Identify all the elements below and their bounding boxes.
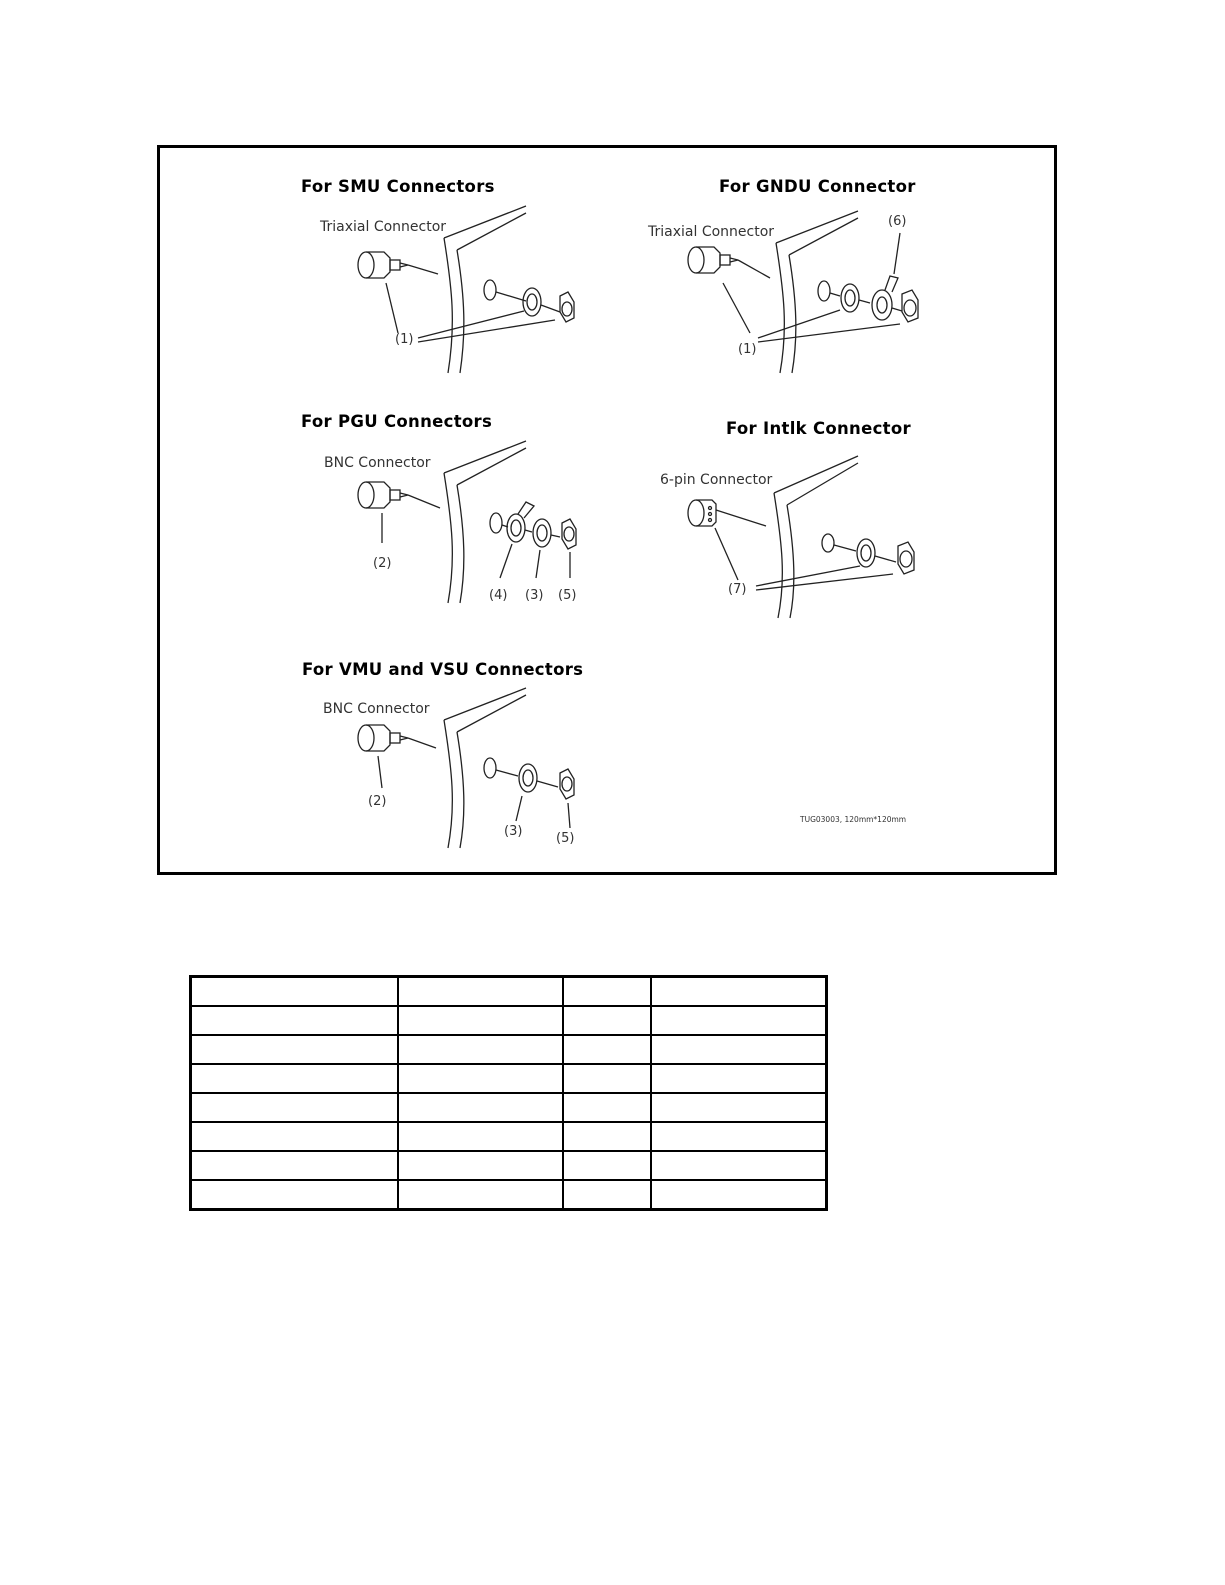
pgu-title: For PGU Connectors xyxy=(301,412,493,431)
table-cell xyxy=(651,1122,826,1151)
table-cell xyxy=(651,977,826,1007)
table-row xyxy=(191,1035,827,1064)
table-cell xyxy=(191,1035,398,1064)
table-cell xyxy=(563,1035,652,1064)
vmu-vsu-callout-3: (3) xyxy=(504,824,523,839)
table-cell xyxy=(191,1180,398,1210)
pgu-callout-5: (5) xyxy=(558,588,577,603)
pgu-callout-3: (3) xyxy=(525,588,544,603)
table-cell xyxy=(398,1093,563,1122)
table-cell xyxy=(651,1180,826,1210)
table-row xyxy=(191,1064,827,1093)
table-row xyxy=(191,1093,827,1122)
table-cell xyxy=(563,1151,652,1180)
intlk-title: For Intlk Connector xyxy=(726,419,911,438)
smu-connector-label: Triaxial Connector xyxy=(320,219,447,235)
pgu-callout-2: (2) xyxy=(373,556,392,571)
table-row xyxy=(191,1122,827,1151)
gndu-title: For GNDU Connector xyxy=(719,177,916,196)
table-cell xyxy=(651,1006,826,1035)
table-cell xyxy=(563,1093,652,1122)
table-cell xyxy=(191,1006,398,1035)
table-cell xyxy=(398,1006,563,1035)
table-cell xyxy=(651,1151,826,1180)
table-row xyxy=(191,1180,827,1210)
gndu-connector-label: Triaxial Connector xyxy=(648,224,775,240)
table-cell xyxy=(563,1006,652,1035)
pgu-connector-label: BNC Connector xyxy=(324,455,431,471)
table-cell xyxy=(398,1151,563,1180)
table-row xyxy=(191,977,827,1007)
table-cell xyxy=(398,977,563,1007)
gndu-callout-6: (6) xyxy=(888,214,907,229)
table-cell xyxy=(398,1122,563,1151)
table-cell xyxy=(191,1151,398,1180)
table-cell xyxy=(191,1122,398,1151)
table-cell xyxy=(563,1064,652,1093)
parts-table xyxy=(189,975,828,1211)
intlk-callout-7: (7) xyxy=(728,582,747,597)
table-cell xyxy=(191,1093,398,1122)
gndu-callout-1: (1) xyxy=(738,342,757,357)
table-row xyxy=(191,1151,827,1180)
table-cell xyxy=(398,1180,563,1210)
connector-drawings xyxy=(160,148,1054,872)
table-cell xyxy=(563,977,652,1007)
pgu-callout-4: (4) xyxy=(489,588,508,603)
vmu-vsu-callout-5: (5) xyxy=(556,831,575,846)
table-cell xyxy=(563,1180,652,1210)
table-cell xyxy=(651,1064,826,1093)
table-cell xyxy=(398,1064,563,1093)
table-cell xyxy=(398,1035,563,1064)
figure-id-label: TUG03003, 120mm*120mm xyxy=(800,815,907,824)
intlk-connector-label: 6-pin Connector xyxy=(660,472,773,488)
connector-figure xyxy=(157,145,1057,875)
vmu-vsu-title: For VMU and VSU Connectors xyxy=(302,660,584,679)
table-cell xyxy=(651,1035,826,1064)
table-row xyxy=(191,1006,827,1035)
table-cell xyxy=(191,977,398,1007)
table-cell xyxy=(651,1093,826,1122)
smu-title: For SMU Connectors xyxy=(301,177,495,196)
table-cell xyxy=(563,1122,652,1151)
smu-callout-1: (1) xyxy=(395,332,414,347)
table-cell xyxy=(191,1064,398,1093)
vmu-vsu-callout-2: (2) xyxy=(368,794,387,809)
vmu-vsu-connector-label: BNC Connector xyxy=(323,701,430,717)
